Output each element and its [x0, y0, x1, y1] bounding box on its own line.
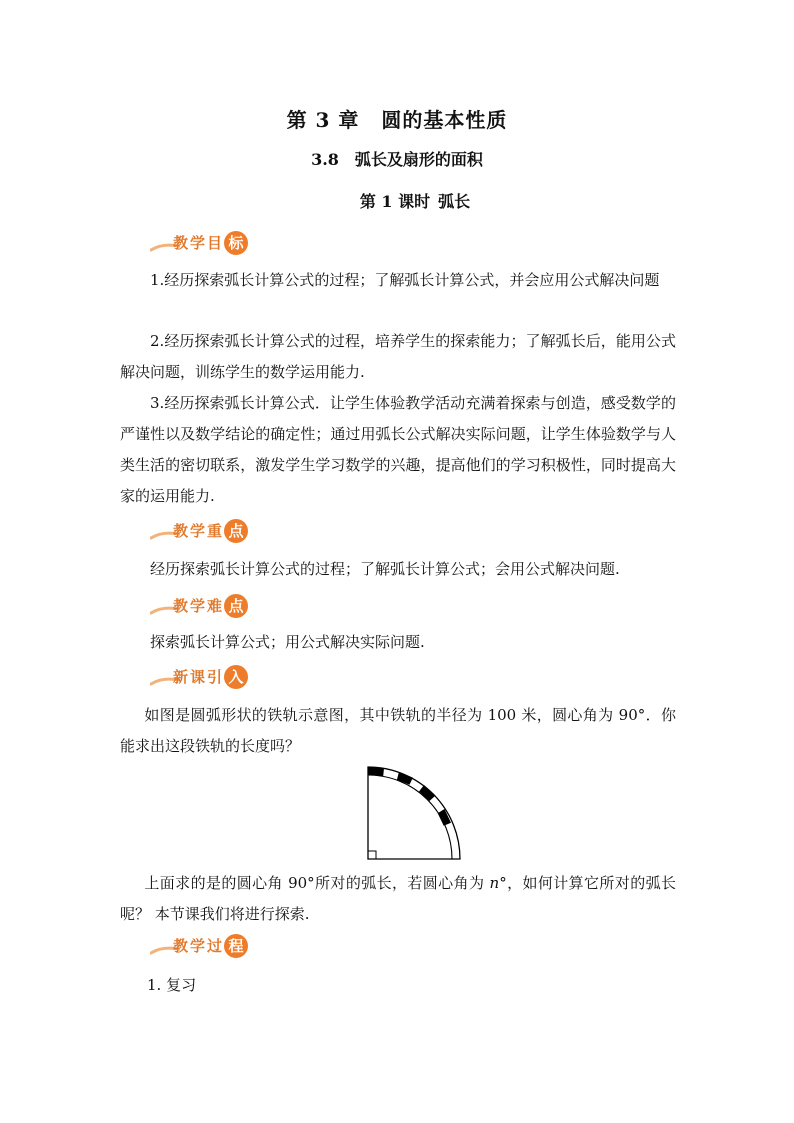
badge-char: 过: [207, 937, 223, 955]
badge-char: 教: [173, 597, 189, 615]
lesson-number: 第 1 课时: [359, 192, 431, 211]
lesson-name: 弧长: [438, 192, 471, 211]
badge-char: 学: [190, 234, 206, 252]
badge-char-circle: 点: [224, 519, 248, 543]
variable-n: n: [489, 874, 500, 892]
badge-char: 学: [190, 522, 206, 540]
intro-question: [120, 700, 676, 762]
chapter-title: [0, 104, 794, 133]
section-title: [0, 147, 794, 170]
badge-key-points: [150, 518, 244, 544]
key-points-text: 经历探索弧长计算公式的过程；了解弧长计算公式；会用公式解决问题.: [150, 560, 620, 578]
badge-char: 新: [173, 668, 189, 686]
intro-question-text: 如图是圆弧形状的铁轨示意图，其中铁轨的半径为 100 米，圆心角为 90°．你能求出这段铁轨的长度吗？: [120, 706, 676, 755]
badge-char: 教: [173, 937, 189, 955]
badge-char: 引: [207, 668, 223, 686]
badge-char: 学: [190, 597, 206, 615]
badge-char: 课: [190, 668, 206, 686]
badge-difficulties: [150, 593, 244, 619]
intro-follow-up: [120, 868, 676, 930]
badge-teaching-process: [150, 933, 244, 959]
goal-text: 3.经历探索弧长计算公式．让学生体验教学活动充满着探索与创造，感受数学的严谨性以及数学结论的确定性；通过用弧长公式解决实际问题，让学生体验数学与人类生活的密切联系，激发学生学习数学的兴趣，提高他们的学习积极性，同时提高大家的运用能力.: [120, 394, 676, 505]
badge-char-circle: 标: [224, 231, 248, 255]
badge-char-circle: 入: [224, 665, 248, 689]
follow-text-a: 上面求的是的圆心角 90°所对的弧长，若圆心角为: [144, 874, 490, 892]
railway-arc-figure: [364, 763, 464, 863]
chapter-name: 圆的基本性质: [381, 108, 508, 132]
difficulties-text: 探索弧长计算公式；用公式解决实际问题.: [150, 633, 425, 651]
section-name: 弧长及扇形的面积: [354, 150, 483, 169]
badge-char: 重: [207, 522, 223, 540]
badge-char-circle: 程: [224, 934, 248, 958]
goal-item-1: [120, 265, 676, 296]
badge-char: 学: [190, 937, 206, 955]
goal-item-2: [120, 326, 676, 388]
badge-char: 难: [207, 597, 223, 615]
badge-char: 目: [207, 234, 223, 252]
badge-new-lesson-intro: [150, 664, 244, 690]
badge-char-circle: 点: [224, 594, 248, 618]
follow-text-b: °，如何计算它所对的弧长呢？ 本节课我们将进行探索.: [120, 874, 676, 923]
lesson-title: [0, 189, 794, 212]
badge-char: 教: [173, 522, 189, 540]
goal-item-3: [120, 388, 676, 512]
badge-char: 教: [173, 234, 189, 252]
goal-text: 1.经历探索弧长计算公式的过程；了解弧长计算公式，并会应用公式解决问题: [150, 271, 660, 289]
process-item-1: 1. 复习: [147, 976, 197, 994]
goal-text: 2.经历探索弧长计算公式的过程，培养学生的探索能力；了解弧长后，能用公式解决问题，训练学生的数学运用能力.: [120, 332, 676, 381]
chapter-number: 第 3 章: [286, 108, 360, 132]
section-number: 3.8: [311, 150, 339, 169]
badge-teaching-goals: [150, 230, 244, 256]
